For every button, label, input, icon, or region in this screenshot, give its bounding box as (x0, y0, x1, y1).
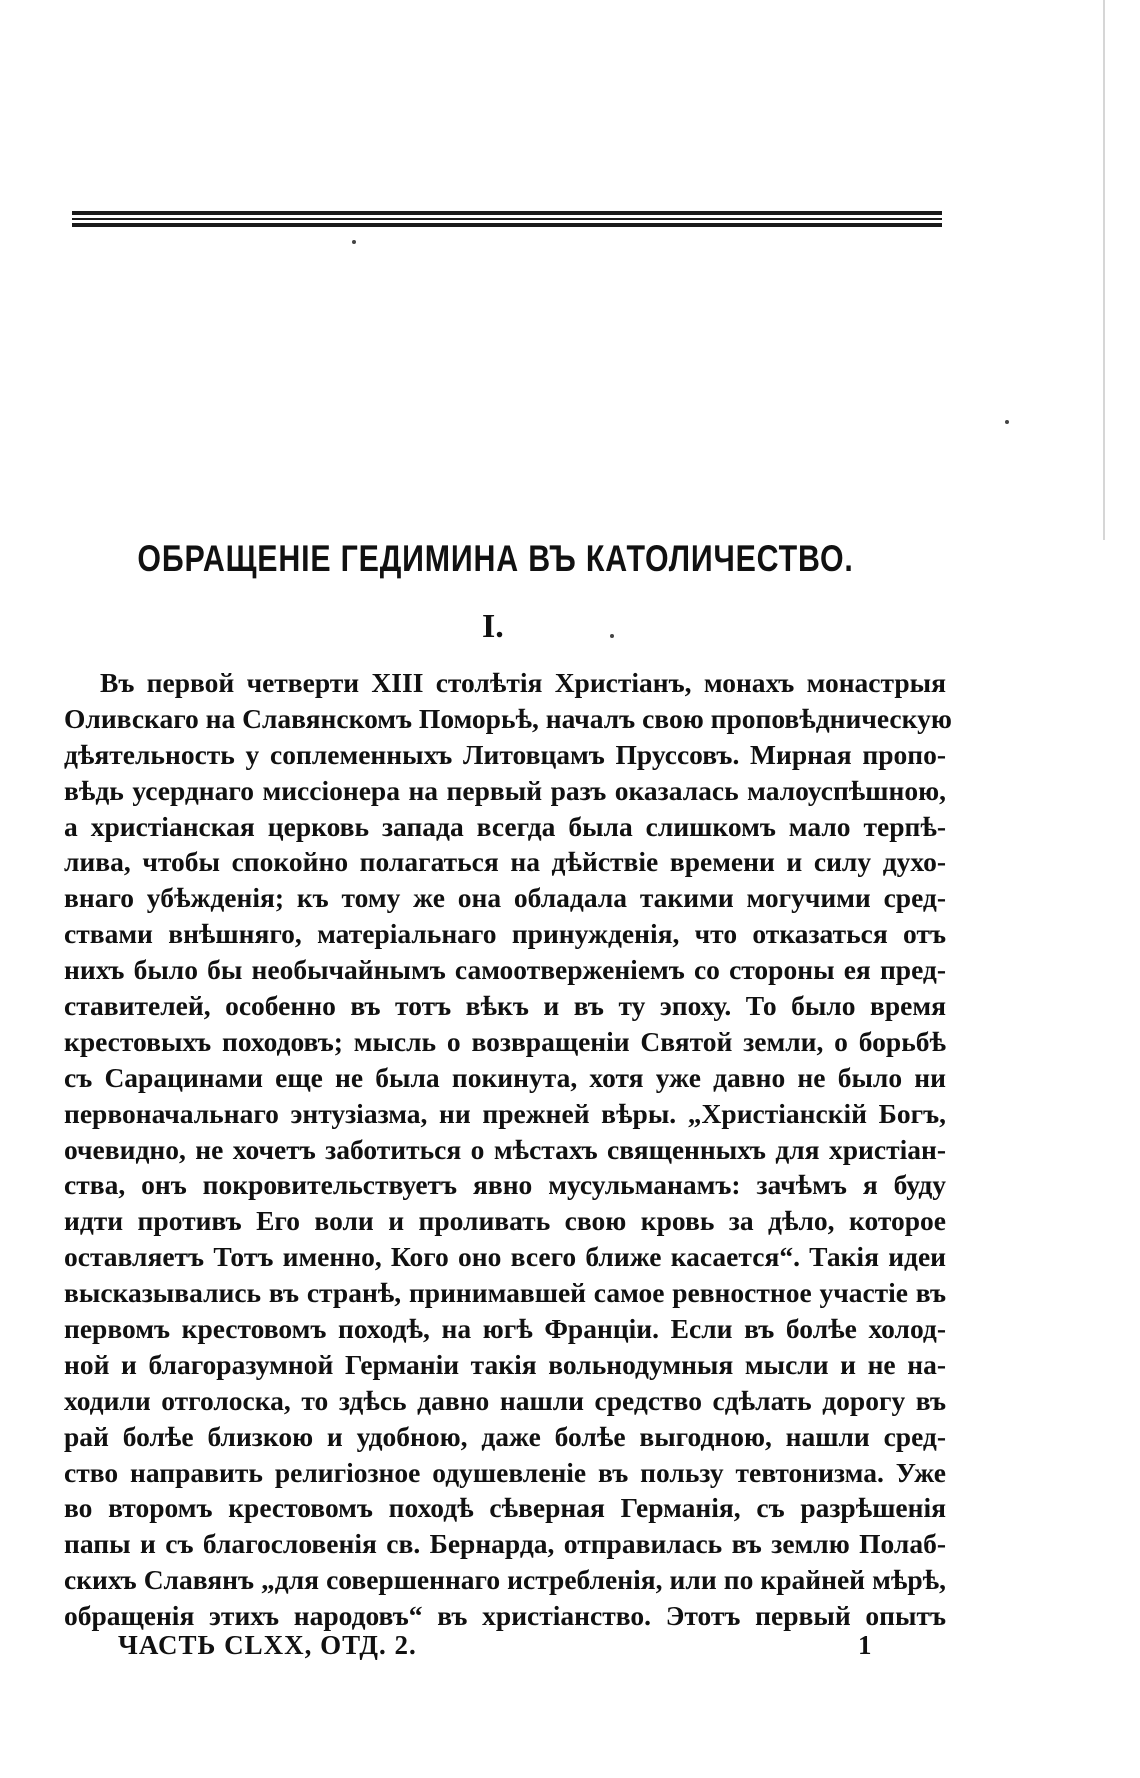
body-line: первоначальнаго энтузіазма, ни прежней вѣры. „Христіанскій Богъ, (64, 1097, 946, 1129)
footer-part-label: ЧАСТЬ CLXX, ОТД. 2. (118, 1630, 417, 1660)
body-line: крестовыхъ походовъ; мысль о возвращеніи Святой земли, о борьбѣ (64, 1025, 946, 1057)
body-line: ставителей, особенно въ тотъ вѣкъ и въ ту эпоху. То было время (64, 990, 946, 1022)
header-rule-thin (72, 218, 942, 220)
article-title: ОБРАЩЕНІЕ ГЕДИМИНА ВЪ КАТОЛИЧЕСТВО. (137, 538, 854, 579)
body-line: лива, чтобы спокойно полагаться на дѣйствіе времени и силу духо- (64, 846, 946, 878)
header-double-rule (72, 211, 942, 230)
print-speck (1005, 420, 1009, 424)
body-line: Оливскаго на Славянскомъ Поморьѣ, началъ свою проповѣдническую (64, 702, 952, 734)
body-line: вѣдь усерднаго миссіонера на первый разъ оказалась малоуспѣшною, (64, 774, 946, 806)
body-line: первомъ крестовомъ походѣ, на югѣ Франціи. Если въ болѣе холод- (64, 1313, 946, 1345)
body-line: ной и благоразумной Германіи такія вольнодумныя мысли и не на- (64, 1348, 946, 1380)
print-speck (352, 240, 356, 244)
body-line: Въ первой четверти XIII столѣтія Христіанъ, монахъ монастрыя (100, 667, 946, 698)
body-line: ства, онъ покровительствуетъ явно мусульманамъ: зачѣмъ я буду (64, 1169, 946, 1201)
section-number: I. (482, 608, 504, 645)
body-line: скихъ Славянъ „для совершеннаго истребленія, или по крайней мѣрѣ, (64, 1564, 946, 1596)
body-line: очевидно, не хочетъ заботиться о мѣстахъ священныхъ для христіан- (64, 1133, 946, 1165)
article-body (64, 665, 952, 1634)
body-line: дѣятельность у соплеменныхъ Литовцамъ Пруссовъ. Мирная пропо- (64, 738, 946, 770)
body-line: съ Сарацинами еще не была покинута, хотя уже давно не было ни (64, 1061, 946, 1093)
body-line: ствами внѣшняго, матеріальнаго принужденія, что отказаться отъ (64, 918, 946, 950)
body-line: папы и съ благословенія св. Бернарда, отправилась въ землю Полаб- (64, 1528, 946, 1560)
header-rule-thick (72, 211, 942, 215)
body-line: нихъ было бы необычайнымъ самоотверженіемъ со стороны ея пред- (64, 954, 946, 986)
body-line: ство направить религіозное одушевленіе въ пользу тевтонизма. Уже (64, 1456, 946, 1488)
body-line: обращенія этихъ народовъ“ въ христіанство. Этотъ первый опытъ (64, 1600, 946, 1632)
body-line: идти противъ Его воли и проливать свою кровь за дѣло, которое (64, 1205, 946, 1237)
body-line: рай болѣе близкою и удобною, даже болѣе выгодною, нашли сред- (64, 1420, 946, 1452)
header-rule-thick-bottom (72, 223, 942, 227)
body-line: а христіанская церковь запада всегда была слишкомъ мало терпѣ- (64, 810, 946, 842)
body-line: ходили отголоска, то здѣсь давно нашли средство сдѣлать дорогу въ (64, 1384, 946, 1416)
body-line: высказывались въ странѣ, принимавшей самое ревностное участіе въ (64, 1277, 946, 1309)
footer-page-number: 1 (858, 1630, 872, 1660)
body-line: оставляетъ Тотъ именно, Кого оно всего ближе касается“. Такія идеи (64, 1241, 946, 1273)
body-line: во второмъ крестовомъ походѣ сѣверная Германія, съ разрѣшенія (64, 1492, 946, 1524)
print-speck (610, 634, 614, 638)
page-edge-shadow (1103, 0, 1105, 540)
body-line: внаго убѣжденія; къ тому же она обладала такими могучими сред- (64, 882, 946, 914)
